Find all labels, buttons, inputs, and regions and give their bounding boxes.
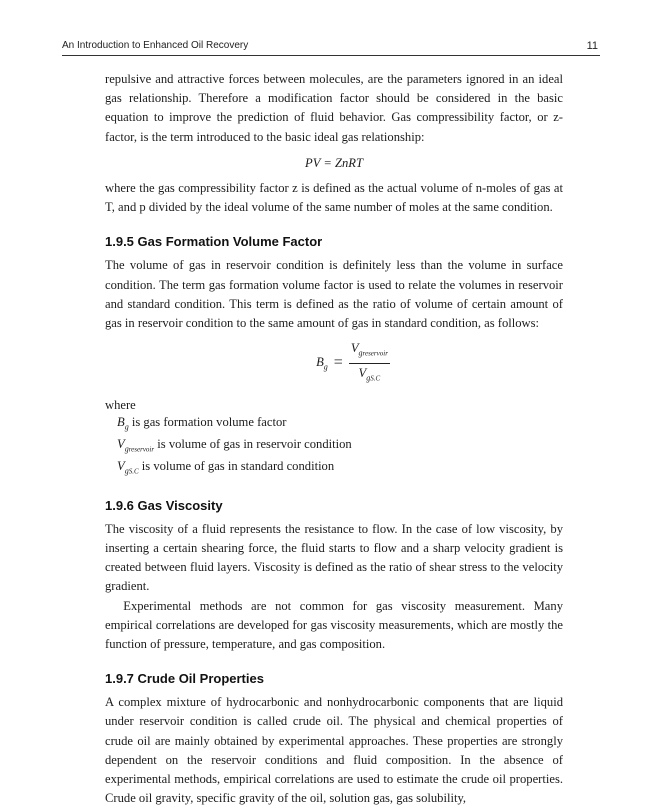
fraction-numerator: $V_{greservoir}$ bbox=[349, 340, 390, 364]
equation-fraction bbox=[349, 340, 390, 386]
gas-viscosity-paragraph-2: Experimental methods are not common for gas viscosity measurement. Many empirical correlations are developed for gas viscosity measurements, which are mostly the function of pressure, temperature, and gas composition. bbox=[105, 598, 563, 652]
section-heading-gas-viscosity: 1.9.6 Gas Viscosity bbox=[105, 497, 223, 513]
section-heading-gas-fvf: 1.9.5 Gas Formation Volume Factor bbox=[105, 234, 323, 250]
definition-item: $B_g$ is gas formation volume factor bbox=[117, 415, 287, 432]
equation-lhs: $B_g$ bbox=[316, 354, 328, 372]
section-heading-crude-oil: 1.9.7 Crude Oil Properties bbox=[105, 671, 264, 687]
book-title: An Introduction to Enhanced Oil Recovery bbox=[62, 40, 249, 51]
definition-item: $V_{gS.C}$ is volume of gas in standard condition bbox=[117, 459, 335, 476]
ideal-gas-equation: PV = ZnRT bbox=[305, 155, 363, 170]
where-label: where bbox=[105, 398, 136, 413]
fraction-denominator: $V_{gS.C}$ bbox=[358, 365, 381, 383]
definition-item: $V_{greservoir}$ is volume of gas in reservoir condition bbox=[117, 436, 352, 454]
page-body bbox=[105, 70, 563, 808]
equation-equals: = bbox=[333, 354, 343, 372]
page-number: 11 bbox=[586, 40, 598, 52]
crude-oil-paragraph: A complex mixture of hydrocarbonic and nonhydrocarbonic components that are liquid under reservoir condition is called crude oil. The physical and chemical properties of crude oil are mainly obtained by experimental approaches. These properties are strongly dependent on the reservoir conditions and fluid composition. In the absence of experimental methods, empirical correlations are used to estimate the crude oil properties. Crude oil gravity, specific gravity of the oil, solution gas, gas solubility, bbox=[105, 695, 563, 806]
gas-viscosity-paragraph-1: The viscosity of a fluid represents the resistance to flow. In the case of low viscosity, by inserting a certain shearing force, the fluid starts to flow and a sharp velocity gradient is created between fluid layers. Viscosity is defined as the ratio of shear stress to the velocity gradient. bbox=[105, 521, 563, 594]
intro-paragraph: repulsive and attractive forces between molecules, are the parameters ignored in an ideal gas relationship. Therefore a modification factor should be considered in the basic equation to improve the prediction of fluid behavior. Gas compressibility factor, or z-factor, is the term introduced to the basic ideal gas relationship: bbox=[105, 72, 563, 144]
gas-fvf-equation bbox=[105, 340, 563, 386]
gas-fvf-paragraph: The volume of gas in reservoir condition is definitely less than the volume in surface condition. The term gas formation volume factor is used to relate the volumes in reservoir and standard condition. This term is defined as the ratio of volume of certain amount of gas in reservoir condition to the same amount of gas in standard condition, as follows: bbox=[105, 258, 563, 331]
header-rule bbox=[62, 55, 600, 56]
running-header bbox=[62, 40, 600, 56]
z-factor-paragraph: where the gas compressibility factor z is defined as the actual volume of n-moles of gas at T, and p divided by the ideal volume of the same number of moles at the same condition. bbox=[105, 181, 563, 215]
